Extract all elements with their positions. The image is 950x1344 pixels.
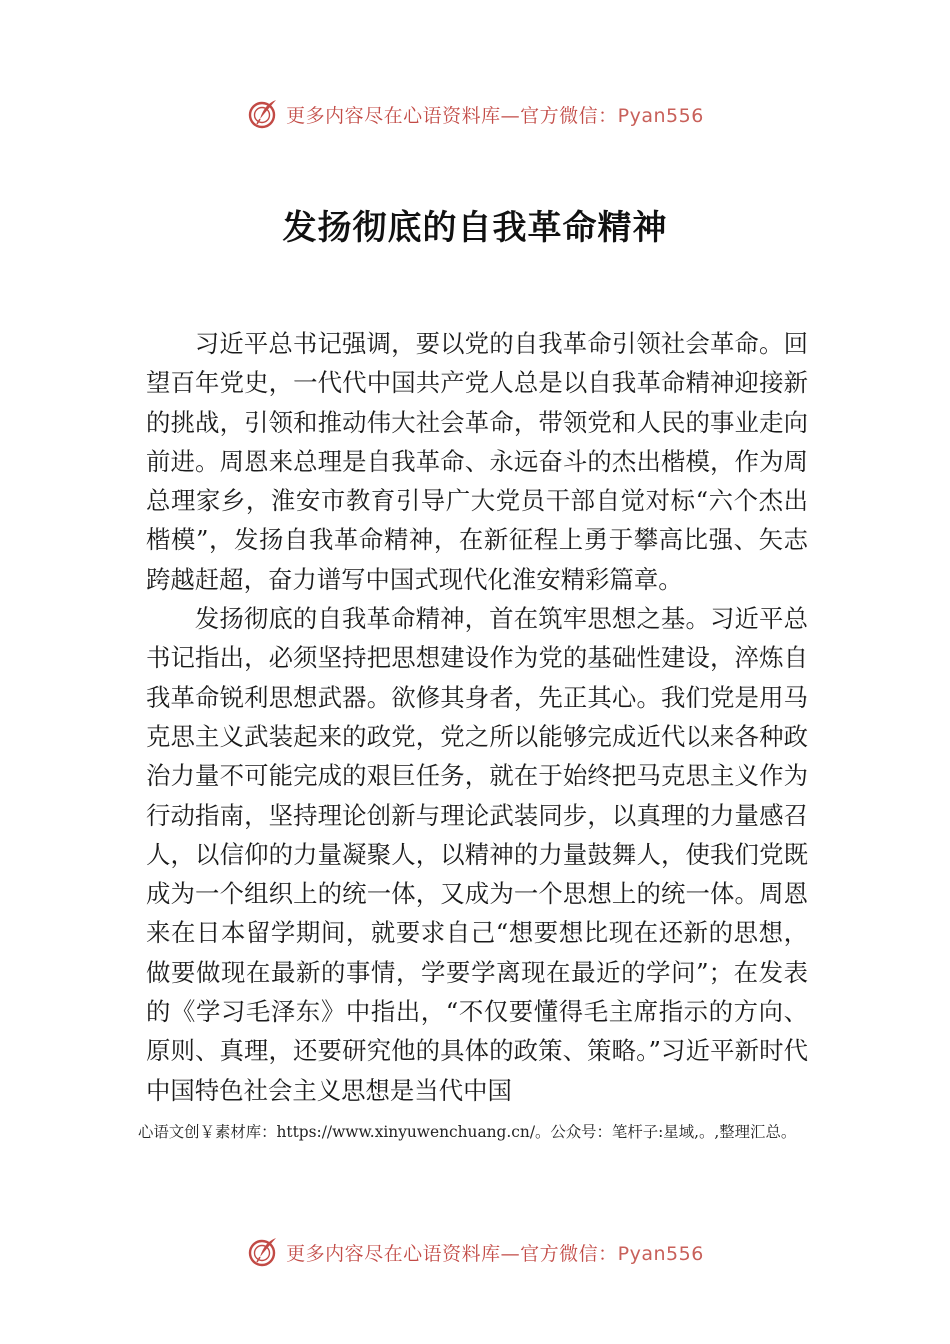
banner-label: 更多内容尽在心语资料库—官方微信：: [286, 104, 618, 127]
banner-label: 更多内容尽在心语资料库—官方微信：: [286, 1242, 618, 1265]
paragraph-1: 习近平总书记强调，要以党的自我革命引领社会革命。回望百年党史，一代代中国共产党人总是以自我革命精神迎接新的挑战，引领和推动伟大社会革命，带领党和人民的事业走向前进。周恩来总理是自我革命、永远奋斗的杰出楷模，作为周总理家乡，淮安市教育引导广大党员干部自觉对标“六个杰出楷模”，发扬自我革命精神，在新征程上勇于攀高比强、矢志跨越赶超，奋力谱写中国式现代化淮安精彩篇章。: [146, 329, 808, 594]
paragraph-2: 发扬彻底的自我革命精神，首在筑牢思想之基。习近平总书记指出，必须坚持把思想建设作为党的基础性建设，淬炼自我革命锐利思想武器。欲修其身者，先正其心。我们党是用马克思主义武装起来的政党，党之所以能够完成近代以来各种政治力量不可能完成的艰巨任务，就在于始终把马克思主义作为行动指南，坚持理论创新与理论武装同步，以真理的力量感召人，以信仰的力量凝聚人，以精神的力量鼓舞人，使我们党既成为一个组织上的统一体，又成为一个思想上的统一体。周恩来在日本留学期间，就要求自己“想要想比现在还新的思想，做要做现在最新的事情，学要学离现在最近的学问”；在发表的《学习毛泽东》中指出，“不仅要懂得毛主席指示的方向、原则、真理，还要研究他的具体的政策、策略。”习近平新时代中国特色社会主义思想是当代中国: [146, 604, 808, 1105]
footer-banner: [0, 1232, 950, 1272]
feather-pen-seal-icon: [246, 1235, 280, 1269]
document-title: 发扬彻底的自我革命精神: [282, 208, 668, 248]
header-banner: [0, 94, 950, 134]
banner-wechat-id: Pyan556: [617, 104, 704, 127]
banner-wechat-id: Pyan556: [617, 1242, 704, 1265]
feather-pen-seal-icon: [246, 97, 280, 131]
source-footnote: 心语文创￥素材库：https://www.xinyuwenchuang.cn/。公众号：笔杆子:星域,。,整理汇总。: [138, 1123, 797, 1141]
document-body: [146, 324, 808, 1110]
